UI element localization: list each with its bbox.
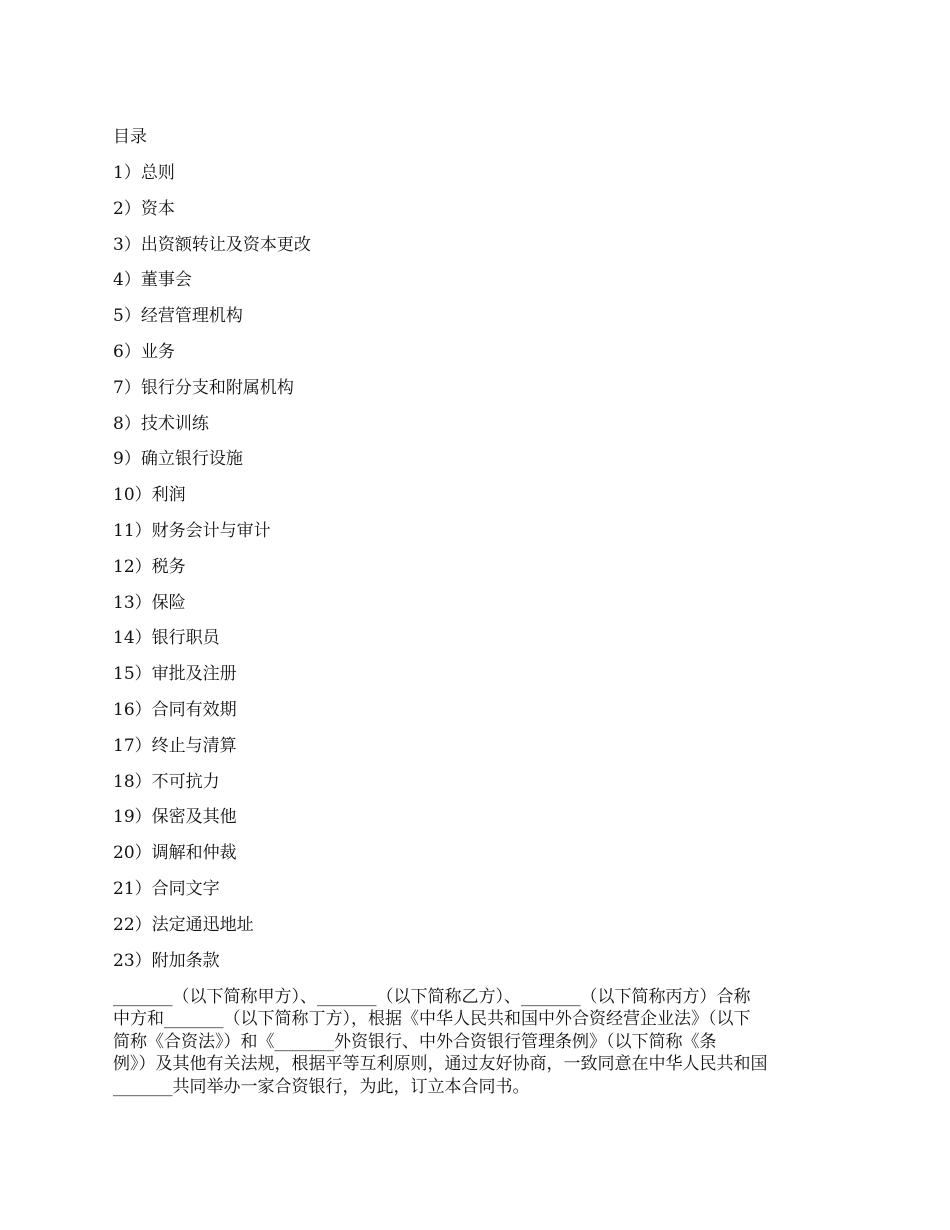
toc-item: 2）资本 <box>113 198 175 219</box>
toc-item: 14）银行职员 <box>113 628 220 649</box>
toc-item: 1）总则 <box>113 163 175 183</box>
toc-item: 4）董事会 <box>113 270 192 291</box>
toc-item: 5）经营管理机构 <box>113 306 243 327</box>
toc-item: 21）合同文字 <box>113 878 220 899</box>
toc-item: 11）财务会计与审计 <box>113 520 271 541</box>
toc-item: 23）附加条款 <box>113 950 220 971</box>
toc-title: 目录 <box>113 127 147 147</box>
toc-item: 8）技术训练 <box>113 413 209 434</box>
toc-item: 22）法定通迅地址 <box>113 914 254 935</box>
toc-item: 20）调解和仲裁 <box>113 843 237 864</box>
toc-item: 12）税务 <box>113 556 186 577</box>
toc-item: 3）出资额转让及资本更改 <box>113 234 311 255</box>
toc-item: 18）不可抗力 <box>113 771 220 792</box>
toc-item: 7）银行分支和附属机构 <box>113 377 294 398</box>
toc-item: 15）审批及注册 <box>113 664 237 685</box>
contract-preamble: _______（以下简称甲方）、_______（以下简称乙方）、_______（以下简称丙方）合称 中方和_______（以下简称丁方），根据《中华人民共和国中外合资经营企业法》（以下 简称《合资法》）和《_______外资银行、中外合资银行管理条例》（以下简称《条 例》）及其他有关法规，根据平等互利原则，通过友好协商，一致同意在中华人民共和国 _______共同举办一家合资银行，为此，订立本合同书。 <box>113 987 768 1097</box>
toc-item: 19）保密及其他 <box>113 807 237 828</box>
toc-item: 6）业务 <box>113 341 175 362</box>
toc-item: 13）保险 <box>113 592 186 613</box>
toc-item: 16）合同有效期 <box>113 699 237 720</box>
toc-item: 9）确立银行设施 <box>113 449 243 470</box>
toc-item: 10）利润 <box>113 485 186 506</box>
toc-list <box>113 161 311 984</box>
toc-item: 17）终止与清算 <box>113 735 237 756</box>
